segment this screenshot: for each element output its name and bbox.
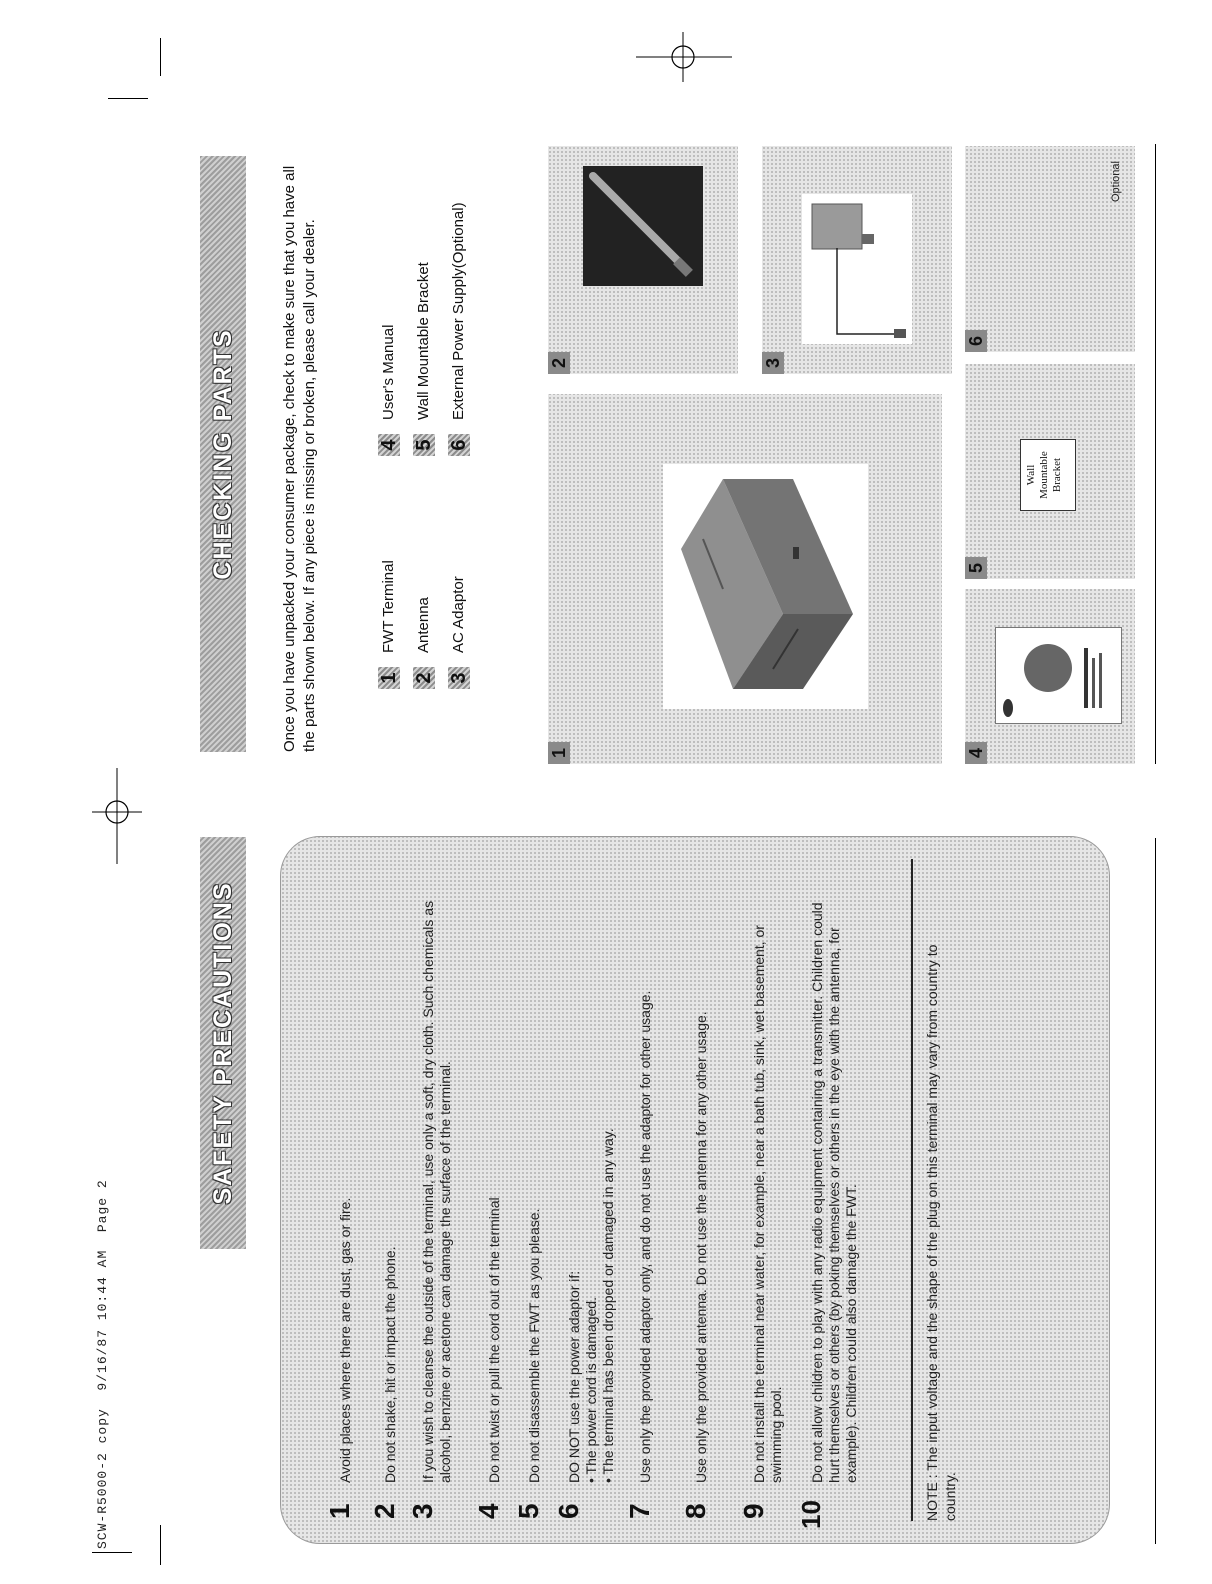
safety-item-2 (369, 877, 400, 1519)
item-6-sub-2: • The terminal has been dropped or damaged in any way. (600, 1128, 616, 1483)
checking-bottom-rule (1155, 144, 1156, 764)
photo-fwt-terminal (548, 394, 942, 764)
part-item (378, 146, 413, 456)
safety-note: NOTE : The input voltage and the shape of the plug on this terminal may vary from country to country. (924, 944, 958, 1521)
checking-title: CHECKING PARTS (209, 328, 237, 580)
safety-bottom-rule (1155, 838, 1156, 1544)
bracket-label-box (1020, 439, 1076, 511)
photo-tag: 5 (965, 557, 987, 579)
part-item (448, 146, 483, 456)
fwt-terminal-image (663, 464, 868, 709)
safety-item-1 (324, 877, 355, 1519)
part-label: External Power Supply(Optional) (449, 202, 467, 420)
part-number: 2 (413, 667, 435, 689)
photo-tag: 1 (548, 742, 570, 764)
item-number: 6 (553, 1503, 584, 1519)
safety-panel (280, 836, 1110, 1544)
safety-title-band (200, 837, 246, 1249)
item-number: 9 (738, 1503, 769, 1519)
part-label: FWT Terminal (379, 560, 397, 653)
photo-ac-adaptor (762, 146, 952, 374)
item-text: If you wish to cleanse the outside of the terminal, use only a soft, dry cloth. Such chemicals as alcohol, benzine or acetone can damage the surface of the terminal. (420, 900, 453, 1483)
item-text: Do not disassemble the FWT as you please. (526, 1208, 542, 1483)
photo-tag: 2 (548, 352, 570, 374)
item-text: Use only the provided antenna. Do not use the antenna for any other usage. (693, 1011, 709, 1483)
item-text: Do not shake, hit or impact the phone. (382, 1246, 398, 1483)
item-number: 7 (624, 1503, 655, 1519)
manual-image (995, 627, 1122, 724)
item-text: Avoid places where there are dust, gas or fire. (337, 1197, 353, 1483)
safety-item-10 (796, 877, 860, 1529)
part-number: 3 (448, 667, 470, 689)
photo-tag: 3 (762, 352, 784, 374)
item-number: 10 (796, 1500, 826, 1529)
item-number: 3 (407, 1503, 438, 1519)
part-label: AC Adaptor (449, 576, 467, 653)
item-text: DO NOT use the power adaptor if: (566, 1270, 582, 1483)
item-text: Do not twist or pull the cord out of the terminal (486, 1197, 502, 1483)
safety-item-6 (553, 877, 617, 1519)
safety-item-4 (473, 877, 504, 1519)
safety-item-9 (738, 877, 785, 1519)
bracket-label-line: Wall (1025, 464, 1037, 486)
item-number: 2 (369, 1503, 400, 1519)
photo-antenna (548, 146, 738, 374)
checking-title-band (200, 156, 246, 752)
part-number: 4 (378, 434, 400, 456)
item-text: Do not allow children to play with any radio equipment containing a transmitter. Children could hurt themselves or others (by poking themselves or others in the eye with the antenna, for example). Children could also damage the FWT. (809, 902, 859, 1483)
bracket-label-line: Mountable (1038, 451, 1050, 499)
parts-list-right (378, 146, 483, 456)
item-text: Do not install the terminal near water, for example, near a bath tub, sink, wet basement, or swimming pool. (751, 925, 784, 1483)
item-6-sub-1: • The power cord is damaged. (583, 1297, 599, 1483)
part-label: Wall Mountable Bracket (414, 262, 432, 420)
photo-external-power-supply (965, 146, 1135, 352)
item-text: Use only the provided adaptor only, and do not use the adaptor for other usage. (637, 990, 653, 1483)
file-info-header: SCW-R5000-2 copy 9/16/87 10:44 AM Page 2 (95, 1179, 110, 1549)
part-number: 6 (448, 434, 470, 456)
part-label: User's Manual (379, 324, 397, 420)
checking-intro: Once you have unpacked your consumer package, check to make sure that you have all the parts shown below. If any piece is missing or broken, please call your dealer. (281, 165, 318, 752)
item-number: 8 (680, 1503, 711, 1519)
safety-item-5 (513, 877, 544, 1519)
photo-tag: 6 (965, 330, 987, 352)
optional-label: Optional (1110, 161, 1122, 202)
item-number: 4 (473, 1503, 504, 1519)
safety-item-3 (407, 877, 454, 1519)
item-number: 5 (513, 1503, 544, 1519)
part-number: 5 (413, 434, 435, 456)
note-divider (911, 859, 913, 1521)
safety-item-7 (624, 877, 655, 1519)
ac-adaptor-image (802, 194, 912, 344)
part-label: Antenna (414, 597, 432, 653)
antenna-image (583, 166, 703, 286)
safety-item-8 (680, 877, 711, 1519)
part-number: 1 (378, 667, 400, 689)
bracket-label-line: Bracket (1051, 457, 1063, 493)
photo-wall-bracket (965, 364, 1135, 579)
part-item (413, 146, 448, 456)
photo-users-manual (965, 589, 1135, 764)
photo-tag: 4 (965, 742, 987, 764)
safety-title: SAFETY PRECAUTIONS (209, 881, 237, 1205)
item-number: 1 (324, 1503, 355, 1519)
